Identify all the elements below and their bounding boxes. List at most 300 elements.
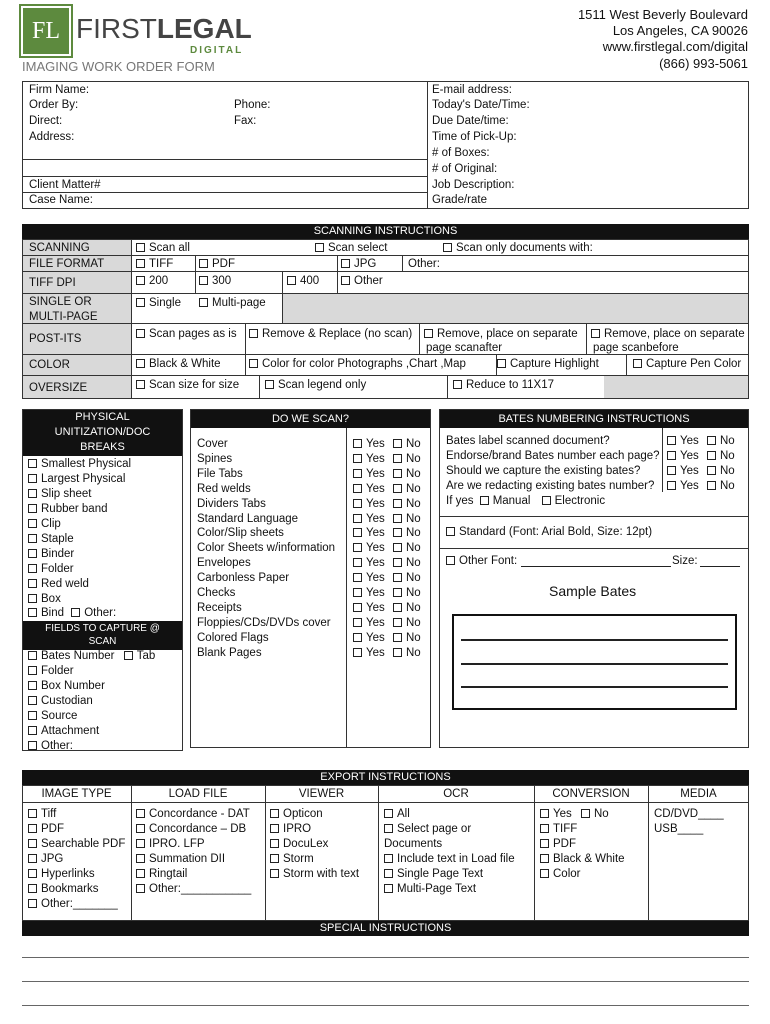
checkbox-icon[interactable]: [28, 899, 37, 908]
checkbox-icon[interactable]: [28, 651, 37, 660]
opt-label: Summation DII: [149, 853, 226, 865]
opt-remove-before[interactable]: [591, 327, 745, 341]
opt-label: Bookmarks: [41, 883, 99, 895]
bates-q3: Should we capture the existing bates?: [446, 465, 641, 477]
do-we-scan-item: [197, 586, 235, 600]
checkbox-icon[interactable]: [136, 329, 145, 338]
opt-pdf[interactable]: [199, 257, 235, 271]
opt-jpg[interactable]: [341, 257, 376, 271]
checkbox-icon[interactable]: [136, 869, 145, 878]
checkbox-icon[interactable]: [28, 608, 37, 617]
checkbox-icon[interactable]: [353, 588, 362, 597]
bates-q1: Bates label scanned document?: [446, 435, 610, 447]
opt-label: Envelopes: [197, 557, 251, 570]
checkbox-icon[interactable]: [28, 519, 37, 528]
bates-yes-no-choice[interactable]: [667, 449, 735, 463]
checkbox-icon[interactable]: [136, 359, 145, 368]
opt-label: Floppies/CDs/DVDs cover: [197, 616, 331, 629]
opt-label: Other:: [84, 607, 117, 619]
checkbox-icon[interactable]: [581, 809, 590, 818]
checkbox-icon[interactable]: [353, 543, 362, 552]
direct-field[interactable]: Direct:: [29, 115, 63, 127]
today-date-field[interactable]: Today's Date/Time:: [432, 99, 530, 111]
pickup-time-field[interactable]: Time of Pick-Up:: [432, 131, 517, 143]
yes-no-choice[interactable]: [353, 526, 421, 540]
load-file-option[interactable]: [136, 807, 250, 821]
checkbox-icon[interactable]: [353, 499, 362, 508]
yes-no-choice[interactable]: [353, 497, 421, 511]
checkbox-icon[interactable]: [540, 809, 549, 818]
checkbox-icon[interactable]: [28, 666, 37, 675]
opt-single[interactable]: [136, 296, 181, 310]
yes-label: Yes: [680, 465, 699, 477]
boxes-field[interactable]: # of Boxes:: [432, 147, 490, 159]
checkbox-icon[interactable]: [707, 436, 716, 445]
do-we-scan-item: [197, 526, 284, 540]
load-file-option[interactable]: [136, 852, 225, 866]
viewer-option[interactable]: [270, 822, 311, 836]
no-label: No: [405, 467, 421, 480]
checkbox-icon[interactable]: [453, 380, 462, 389]
order-by-field[interactable]: Order By:: [29, 99, 79, 111]
opt-ocr-select[interactable]: [384, 822, 471, 836]
opt-dpi-300[interactable]: [199, 274, 231, 288]
opt-scan-all[interactable]: [136, 241, 190, 255]
checkbox-icon[interactable]: [353, 558, 362, 567]
checkbox-icon[interactable]: [28, 696, 37, 705]
opt-reduce[interactable]: [453, 378, 554, 392]
opt-format-other[interactable]: Other:: [408, 258, 440, 270]
checkbox-icon[interactable]: [28, 869, 37, 878]
checkbox-icon[interactable]: [384, 869, 393, 878]
checkbox-icon[interactable]: [136, 854, 145, 863]
opt-bates-number[interactable]: [28, 649, 155, 663]
checkbox-icon[interactable]: [707, 466, 716, 475]
yes-label: Yes: [366, 512, 385, 525]
checkbox-icon[interactable]: [199, 276, 208, 285]
yes-no-choice[interactable]: [353, 467, 421, 481]
image-type-option[interactable]: [28, 852, 63, 866]
opt-scan-only[interactable]: [443, 241, 593, 255]
do-we-scan-item: [197, 452, 232, 466]
checkbox-icon[interactable]: [28, 726, 37, 735]
checkbox-icon[interactable]: [424, 329, 433, 338]
opt-label: Standard (Font: Arial Bold, Size: 12pt): [459, 526, 653, 538]
opt-label: File Tabs: [197, 467, 243, 480]
checkbox-icon[interactable]: [341, 276, 350, 285]
checkbox-icon[interactable]: [667, 466, 676, 475]
row-label-scanning: SCANNING: [29, 242, 90, 254]
opt-label: Single: [149, 297, 181, 309]
capture-field-option[interactable]: [28, 709, 77, 723]
yes-no-choice[interactable]: [353, 437, 421, 451]
checkbox-icon[interactable]: [265, 380, 274, 389]
checkbox-icon[interactable]: [353, 648, 362, 657]
physical-option[interactable]: [28, 532, 74, 546]
checkbox-icon[interactable]: [28, 579, 37, 588]
checkbox-icon[interactable]: [393, 543, 402, 552]
row-label-oversize: OVERSIZE: [29, 382, 88, 394]
opt-capture-highlight[interactable]: [497, 357, 599, 371]
checkbox-icon[interactable]: [384, 824, 393, 833]
checkbox-icon[interactable]: [136, 824, 145, 833]
checkbox-icon[interactable]: [353, 439, 362, 448]
checkbox-icon[interactable]: [341, 259, 350, 268]
checkbox-icon[interactable]: [393, 603, 402, 612]
opt-label: Folder: [41, 665, 74, 677]
checkbox-icon[interactable]: [136, 380, 145, 389]
capture-field-option[interactable]: [28, 739, 73, 753]
checkbox-icon[interactable]: [28, 884, 37, 893]
opt-label: Scan pages as is: [149, 328, 237, 340]
opt-remove-after[interactable]: [424, 327, 578, 341]
checkbox-icon[interactable]: [270, 839, 279, 848]
opt-label: PDF: [553, 838, 576, 850]
opt-label: Remove, place on separate: [437, 328, 578, 340]
email-field[interactable]: E-mail address:: [432, 84, 512, 96]
opt-scan-size[interactable]: [136, 378, 239, 392]
checkbox-icon[interactable]: [540, 839, 549, 848]
media-usb[interactable]: USB____: [654, 823, 704, 835]
sample-bates-box: [452, 614, 737, 710]
checkbox-icon[interactable]: [542, 496, 551, 505]
grade-rate-field[interactable]: Grade/rate: [432, 194, 487, 206]
opt-label: TIFF: [149, 258, 174, 270]
physical-option[interactable]: [28, 577, 89, 591]
image-type-option[interactable]: [28, 867, 95, 881]
checkbox-icon[interactable]: [540, 854, 549, 863]
checkbox-icon[interactable]: [270, 869, 279, 878]
checkbox-icon[interactable]: [124, 651, 133, 660]
special-line-2[interactable]: [22, 981, 749, 982]
col-ocr: OCR: [443, 788, 469, 800]
col-media: MEDIA: [680, 788, 717, 800]
physical-option[interactable]: [28, 472, 125, 486]
no-label: No: [405, 512, 421, 525]
checkbox-icon[interactable]: [353, 484, 362, 493]
opt-label: JPG: [354, 258, 377, 270]
ocr-option[interactable]: [384, 867, 483, 881]
opt-label: Include text in Load file: [397, 853, 515, 865]
checkbox-icon[interactable]: [249, 329, 258, 338]
checkbox-icon[interactable]: [393, 454, 402, 463]
opt-multi-page[interactable]: [199, 296, 266, 310]
fields-capture-header: [23, 621, 182, 650]
opt-label: Color Sheets w/information: [197, 542, 336, 555]
bates-yes-no-choice[interactable]: [667, 434, 735, 448]
opt-label: Scan all: [149, 242, 190, 254]
fields-header-line: SCAN: [88, 636, 117, 647]
viewer-option[interactable]: [270, 837, 328, 851]
scanning-instructions-header: SCANNING INSTRUCTIONS: [22, 224, 749, 239]
do-we-scan-item: [197, 601, 242, 615]
opt-label: Box: [41, 593, 61, 605]
checkbox-icon[interactable]: [393, 514, 402, 523]
physical-option[interactable]: [28, 487, 92, 501]
checkbox-icon[interactable]: [384, 884, 393, 893]
job-description-field[interactable]: Job Description:: [432, 179, 515, 191]
checkbox-icon[interactable]: [28, 741, 37, 750]
checkbox-icon[interactable]: [446, 527, 455, 536]
opt-capture-pen[interactable]: [633, 357, 741, 371]
yes-no-choice[interactable]: [353, 646, 421, 660]
original-field[interactable]: # of Original:: [432, 163, 498, 175]
case-name-field[interactable]: Case Name:: [29, 194, 93, 206]
opt-label: Tiff: [41, 808, 57, 820]
address-field[interactable]: Address:: [29, 131, 75, 143]
checkbox-icon[interactable]: [28, 711, 37, 720]
opt-color-for[interactable]: [249, 357, 466, 371]
checkbox-icon[interactable]: [393, 484, 402, 493]
viewer-option[interactable]: [270, 867, 359, 881]
checkbox-icon[interactable]: [199, 298, 208, 307]
checkbox-icon[interactable]: [136, 243, 145, 252]
checkbox-icon[interactable]: [28, 564, 37, 573]
yes-no-choice[interactable]: [353, 616, 421, 630]
load-file-option[interactable]: [136, 837, 205, 851]
checkbox-icon[interactable]: [497, 359, 506, 368]
checkbox-icon[interactable]: [353, 514, 362, 523]
yes-label: Yes: [366, 631, 385, 644]
checkbox-icon[interactable]: [28, 824, 37, 833]
opt-label: PDF: [41, 823, 64, 835]
client-matter-field[interactable]: Client Matter#: [29, 179, 101, 191]
checkbox-icon[interactable]: [540, 869, 549, 878]
checkbox-icon[interactable]: [28, 459, 37, 468]
opt-bind[interactable]: [28, 606, 116, 620]
checkbox-icon[interactable]: [353, 469, 362, 478]
conversion-option[interactable]: [540, 852, 625, 866]
checkbox-icon[interactable]: [446, 556, 455, 565]
checkbox-icon[interactable]: [384, 854, 393, 863]
opt-dpi-400[interactable]: [287, 274, 319, 288]
checkbox-icon[interactable]: [393, 469, 402, 478]
checkbox-icon[interactable]: [540, 824, 549, 833]
yes-no-choice[interactable]: [353, 452, 421, 466]
checkbox-icon[interactable]: [136, 809, 145, 818]
yes-label: Yes: [366, 482, 385, 495]
checkbox-icon[interactable]: [28, 681, 37, 690]
no-label: No: [719, 465, 735, 477]
bates-yes-no-choice[interactable]: [667, 464, 735, 478]
checkbox-icon[interactable]: [443, 243, 452, 252]
checkbox-icon[interactable]: [591, 329, 600, 338]
checkbox-icon[interactable]: [707, 451, 716, 460]
row-label-file-format: FILE FORMAT: [29, 258, 105, 270]
image-type-option[interactable]: [28, 822, 64, 836]
physical-option[interactable]: [28, 502, 108, 516]
viewer-option[interactable]: [270, 852, 314, 866]
capture-field-option[interactable]: [28, 679, 105, 693]
checkbox-icon[interactable]: [393, 633, 402, 642]
no-label: No: [405, 542, 421, 555]
opt-scan-pages-as-is[interactable]: [136, 327, 237, 341]
checkbox-icon[interactable]: [353, 603, 362, 612]
checkbox-icon[interactable]: [393, 558, 402, 567]
fax-field[interactable]: Fax:: [234, 115, 257, 127]
physical-option[interactable]: [28, 562, 74, 576]
checkbox-icon[interactable]: [353, 528, 362, 537]
yes-no-choice[interactable]: [353, 556, 421, 570]
checkbox-icon[interactable]: [199, 259, 208, 268]
conversion-option[interactable]: [540, 867, 580, 881]
opt-label: Hyperlinks: [41, 868, 95, 880]
opt-label: Concordance - DAT: [149, 808, 250, 820]
yes-no-choice[interactable]: [353, 601, 421, 615]
do-we-scan-item: [197, 497, 266, 511]
checkbox-icon[interactable]: [28, 839, 37, 848]
physical-option[interactable]: [28, 457, 131, 471]
checkbox-icon[interactable]: [353, 454, 362, 463]
phone-number: (866) 993-5061: [659, 56, 748, 71]
physical-option[interactable]: [28, 592, 61, 606]
form-title: IMAGING WORK ORDER FORM: [22, 59, 215, 74]
opt-label: Folder: [41, 563, 74, 575]
special-line-3[interactable]: [22, 1005, 749, 1006]
viewer-option[interactable]: [270, 807, 323, 821]
opt-standard-font[interactable]: [446, 525, 652, 539]
opt-label: Source: [41, 710, 78, 722]
load-file-option[interactable]: [136, 822, 246, 836]
load-file-option[interactable]: [136, 867, 187, 881]
opt-label: Red welds: [197, 482, 251, 495]
client-info-box: [22, 81, 749, 209]
checkbox-icon[interactable]: [136, 298, 145, 307]
checkbox-icon[interactable]: [393, 618, 402, 627]
opt-label: Scan select: [328, 242, 388, 254]
checkbox-icon[interactable]: [71, 608, 80, 617]
yes-label: Yes: [366, 467, 385, 480]
opt-dpi-200[interactable]: [136, 274, 168, 288]
physical-option[interactable]: [28, 517, 61, 531]
opt-ocr-all[interactable]: [384, 807, 410, 821]
checkbox-icon[interactable]: [28, 549, 37, 558]
opt-label: Remove, place on separate: [604, 328, 745, 340]
bates-if-yes: [446, 494, 605, 508]
yes-no-choice[interactable]: [353, 571, 421, 585]
brand-second: LEGAL: [156, 13, 252, 44]
checkbox-icon[interactable]: [667, 451, 676, 460]
opt-label: Capture Highlight: [510, 358, 599, 370]
opt-scan-select[interactable]: [315, 241, 387, 255]
opt-other-font[interactable]: [446, 554, 517, 568]
opt-conversion-yes-no[interactable]: [540, 807, 609, 821]
image-type-option[interactable]: [28, 882, 99, 896]
conversion-option[interactable]: [540, 822, 577, 836]
opt-label: Scan legend only: [278, 379, 367, 391]
checkbox-icon[interactable]: [28, 474, 37, 483]
no-label: No: [405, 438, 421, 450]
row-label-post-its: POST-ITS: [29, 333, 82, 345]
checkbox-icon[interactable]: [249, 359, 258, 368]
phone-field[interactable]: Phone:: [234, 99, 271, 111]
due-date-field[interactable]: Due Date/time:: [432, 115, 509, 127]
checkbox-icon[interactable]: [707, 481, 716, 490]
image-type-option[interactable]: [28, 807, 56, 821]
yes-no-choice[interactable]: [353, 482, 421, 496]
checkbox-icon[interactable]: [28, 854, 37, 863]
opt-label: Opticon: [283, 808, 323, 820]
opt-scan-legend[interactable]: [265, 378, 366, 392]
opt-tiff[interactable]: [136, 257, 173, 271]
checkbox-icon[interactable]: [287, 276, 296, 285]
opt-label: Ringtail: [149, 868, 188, 880]
opt-label: Dividers Tabs: [197, 497, 266, 510]
opt-label: Colored Flags: [197, 631, 269, 644]
checkbox-icon[interactable]: [270, 824, 279, 833]
do-we-scan-header: DO WE SCAN?: [191, 410, 430, 428]
checkbox-icon[interactable]: [270, 809, 279, 818]
opt-label: Cover: [197, 438, 228, 450]
ocr-option[interactable]: [384, 882, 476, 896]
conversion-option[interactable]: [540, 837, 576, 851]
capture-field-option[interactable]: [28, 694, 93, 708]
checkbox-icon[interactable]: [315, 243, 324, 252]
yes-no-choice[interactable]: [353, 631, 421, 645]
opt-label: IPRO: [283, 823, 312, 835]
checkbox-icon[interactable]: [353, 618, 362, 627]
bates-yes-no-choice[interactable]: [667, 479, 735, 493]
checkbox-icon[interactable]: [667, 436, 676, 445]
checkbox-icon[interactable]: [353, 633, 362, 642]
website: www.firstlegal.com/digital: [602, 39, 748, 54]
capture-field-option[interactable]: [28, 724, 99, 738]
checkbox-icon[interactable]: [28, 489, 37, 498]
checkbox-icon[interactable]: [384, 809, 393, 818]
opt-dpi-other[interactable]: [341, 274, 383, 288]
image-type-option[interactable]: [28, 897, 118, 911]
checkbox-icon[interactable]: [136, 259, 145, 268]
firm-name-field[interactable]: Firm Name:: [29, 84, 90, 96]
physical-option[interactable]: [28, 547, 74, 561]
checkbox-icon[interactable]: [28, 504, 37, 513]
media-cd-dvd[interactable]: CD/DVD____: [654, 808, 724, 820]
checkbox-icon[interactable]: [28, 594, 37, 603]
capture-field-option[interactable]: [28, 664, 74, 678]
checkbox-icon[interactable]: [393, 573, 402, 582]
checkbox-icon[interactable]: [633, 359, 642, 368]
checkbox-icon[interactable]: [393, 528, 402, 537]
checkbox-icon[interactable]: [667, 481, 676, 490]
checkbox-icon[interactable]: [480, 496, 489, 505]
yes-no-choice[interactable]: [353, 512, 421, 526]
checkbox-icon[interactable]: [28, 534, 37, 543]
checkbox-icon[interactable]: [270, 854, 279, 863]
opt-label: 300: [212, 275, 232, 287]
checkbox-icon[interactable]: [393, 439, 402, 448]
physical-header-line: UNITIZATION/DOC: [54, 426, 151, 438]
opt-label: 400: [300, 275, 320, 287]
opt-black-white[interactable]: [136, 357, 221, 371]
checkbox-icon[interactable]: [393, 588, 402, 597]
opt-remove-replace[interactable]: [249, 327, 412, 341]
yes-no-choice[interactable]: [353, 541, 421, 555]
yes-label: Yes: [366, 616, 385, 629]
load-file-option[interactable]: [136, 882, 251, 896]
yes-label: Yes: [366, 452, 385, 465]
image-type-option[interactable]: [28, 837, 125, 851]
ocr-option[interactable]: [384, 852, 515, 866]
checkbox-icon[interactable]: [136, 839, 145, 848]
checkbox-icon[interactable]: [28, 809, 37, 818]
checkbox-icon[interactable]: [353, 573, 362, 582]
checkbox-icon[interactable]: [136, 276, 145, 285]
special-line-1[interactable]: [22, 957, 749, 958]
yes-no-choice[interactable]: [353, 586, 421, 600]
checkbox-icon[interactable]: [393, 648, 402, 657]
checkbox-icon[interactable]: [393, 499, 402, 508]
checkbox-icon[interactable]: [136, 884, 145, 893]
